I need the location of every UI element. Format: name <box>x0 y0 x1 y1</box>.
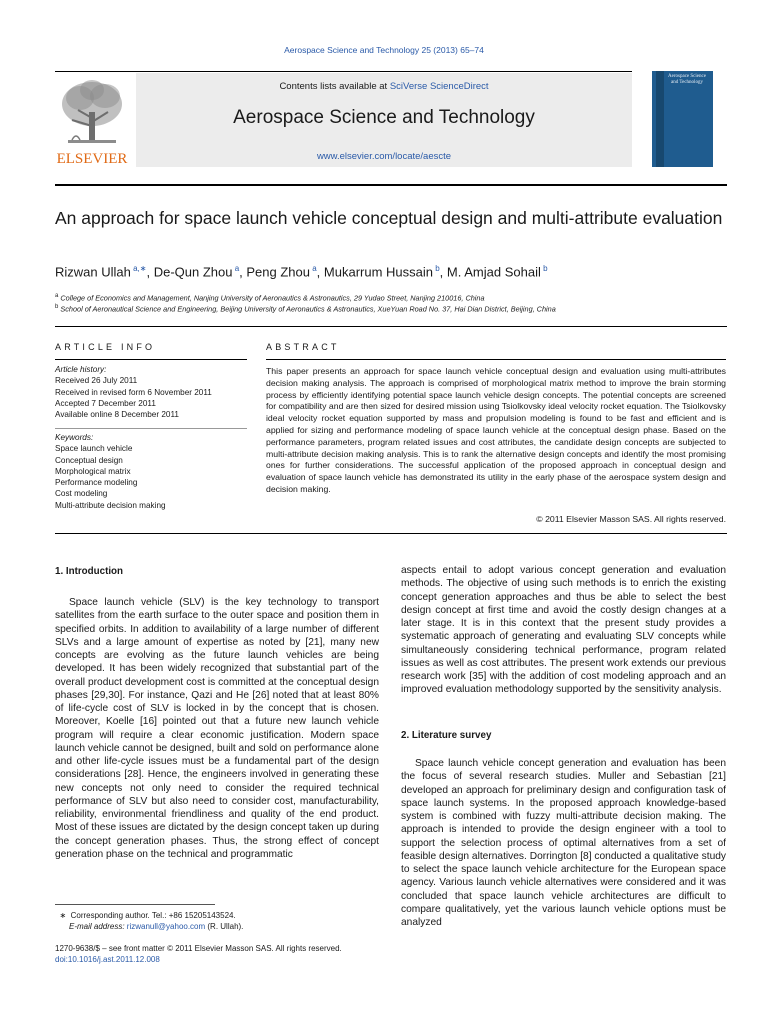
header-top-rule <box>55 71 632 72</box>
paragraph: Space launch vehicle (SLV) is the key technology to transport satellites from the earth surface to the outer space and position them in specified orbits. In addition to availability of a large number of different SLVs and a large amount of expertise as noted by [21], many new concepts are evolving as the future launch vehicles are being developed. It has been widely recognized that substantial part of the overall product development cost is committed at the conceptual design phases [29,30]. For instance, Qazi and He [26] noted that at least 80% of life-cycle cost of SLV is locked in by the concept that is chosen. Moreover, Koelle [16] pointed out that a future new launch vehicle program will require a clear economic justification. Modern space launch vehicle cannot be designed, built and sold on performance alone and other life-cycle issues must be a fundamental part of the design considerations [28]. Hence, the engineers involved in generating these new concepts not only need to consider the required technical performance of SLV but also need to consider cost, manufacturability, reliability, environmental friendliness and quality of the end product. Most of these issues are dictated by the design concept taken up during the concept generation phases. Thus, the strong effect of concept generation phase on the technical and programmatic <box>55 597 379 860</box>
abstract-heading: ABSTRACT <box>266 342 340 352</box>
journal-title: Aerospace Science and Technology <box>233 107 535 128</box>
corresponding-author-note: ∗ Corresponding author. Tel.: +86 15205143524. E-mail address: rizwanull@yahoo.com (R. Ullah). <box>55 911 244 931</box>
contents-line <box>136 81 632 92</box>
paper-title: An approach for space launch vehicle conceptual design and multi-attribute evaluation <box>55 208 723 228</box>
header-bottom-rule <box>55 184 727 186</box>
issn-line: 1270-9638/$ – see front matter © 2011 Elsevier Masson SAS. All rights reserved. <box>55 944 342 953</box>
cover-title: Aerospace Science and Technology <box>668 74 706 85</box>
abstract-bottom-rule <box>55 533 727 534</box>
section-2-body <box>401 757 726 929</box>
keywords-rule <box>55 428 247 429</box>
keyword: Morphological matrix <box>55 466 131 476</box>
article-info-heading: ARTICLE INFO <box>55 342 156 352</box>
affiliation-b: $^b$ School of Aeronautical Science and Engineering, Beijing University of Aeronautics & Astronautics, XueYuan Road No. 37, Hai Dian District, Beijing, China <box>55 304 556 314</box>
abstract-copyright: © 2011 Elsevier Masson SAS. All rights reserved. <box>536 514 726 524</box>
author-name[interactable]: De-Qun Zhou <box>153 264 233 280</box>
author-name[interactable]: M. Amjad Sohail <box>446 264 541 280</box>
journal-cover-image[interactable] <box>652 71 713 167</box>
affiliation-rule <box>55 326 727 327</box>
doi-link[interactable]: doi:10.1016/j.ast.2011.12.008 <box>55 955 160 964</box>
elsevier-wordmark: ELSEVIER <box>56 151 128 167</box>
abstract-rule <box>266 359 726 360</box>
author-name[interactable]: Rizwan Ullah <box>55 264 131 280</box>
email-link[interactable]: rizwanull@yahoo.com <box>126 922 206 931</box>
front-matter-note <box>55 943 455 965</box>
section-1-heading: 1. Introduction <box>55 566 124 577</box>
journal-reference[interactable]: Aerospace Science and Technology 25 (2013) 65–74 <box>284 45 484 55</box>
journal-homepage-link[interactable]: www.elsevier.com/locate/aescte <box>316 151 452 162</box>
keyword: Space launch vehicle <box>55 444 133 454</box>
article-history: Article history: Received 26 July 2011 Received in revised form 6 November 2011 Accepted 7 December 2011 Available online 8 December 2011 <box>55 365 212 420</box>
author-affiliation-marker[interactable]: a,∗ <box>130 264 147 273</box>
section-1-body <box>55 596 379 861</box>
paragraph: Space launch vehicle concept generation and evaluation has been the focus of several research studies. Muller and Sebastian [21] developed an approach for preliminary design and configuration task of space launch systems. In the proposed approach knowledge-based system is combined with fuzzy multi-attribute decision making. The approach is intended to provide the design engineer with a tool to support the selection process of optimal alternatives from a set of feasible design alternatives. Dorrington [8] conducted a qualitative study to select the space launch vehicle architecture for the European space agency. Various launch vehicle alternatives were considered and it was concluded that space launch vehicle architectures are difficult to compare qualitatively, yet the various launch vehicle options must be analyzed <box>401 758 726 928</box>
author-list: Rizwan Ullah $^{a,∗}$, De-Qun Zhou $^a$, Peng Zhou $^a$, Mukarrum Hussain $^b$, M. Amjad Sohail $^b$ <box>55 264 548 280</box>
asterisk-marker: ∗ <box>55 911 71 920</box>
keyword: Conceptual design <box>55 455 123 465</box>
author-name[interactable]: Peng Zhou <box>246 264 310 280</box>
author-affiliation-marker[interactable]: a <box>232 264 240 273</box>
author-name[interactable]: Mukarrum Hussain <box>323 264 433 280</box>
column-2-body <box>401 564 726 697</box>
info-rule <box>55 359 247 360</box>
author-affiliation-marker[interactable]: b <box>433 264 440 273</box>
footnote-rule <box>55 904 215 905</box>
keyword: Cost modeling <box>55 489 108 499</box>
section-2-heading: 2. Literature survey <box>401 730 492 741</box>
keyword: Multi-attribute decision making <box>55 500 166 510</box>
affiliation-a: $^a$ College of Economics and Management, Nanjing University of Aeronautics & Astronautics, 29 Yudao Street, Nanjing 210016, China <box>55 293 485 303</box>
abstract-text: This paper presents an approach for space launch vehicle conceptual design and evaluation using multi-attributes decision making analysis. The approach is comprised of morphological matrix method to improve the brain storming process by efficiently identifying potential space launch vehicle design concepts. The potential concepts are screened for compatibility and are then sized for desired mission using Tsiolkovsky ideal velocity rocket equation. The Tsiolkovsky ideal velocity rocket equation supported by mass and propulsion modeling is found to be fast and efficient and is applied for sizing and performance modeling of space launch vehicle at the conceptual design phase. Based on the performance parameters, program related issues and cost attributes, the candidate design concepts are subjected to multi-attribute decision making analysis. This is to rank the alternative design concepts and identify the most promising ones for further considerations. The successful application of the proposed approach in conceptual design and evaluation of space launch vehicle has demonstrated its utility in the early phase of the aerospace system design and decision making. <box>266 366 726 494</box>
cover-spine <box>656 71 664 167</box>
author-affiliation-marker[interactable]: b <box>540 264 548 273</box>
paragraph: aspects entail to adopt various concept generation and evaluation methods. The objective of using such methods is to enrich the existing concept generation approaches and thus be able to select the best design concept at first time and avoid the costly design changes at a later stage. It is in this context that the present study provides a systematic approach of generating and evaluating SLV concepts while simultaneously considering technical performance, program related issues as well as cost attributes. The present work extends our previous research work [35] with the addition of cost modeling approach and an improved evaluation methodology supported by the sensitivity analysis. <box>401 565 726 696</box>
keyword: Performance modeling <box>55 478 138 488</box>
author-affiliation-marker[interactable]: a <box>310 264 317 273</box>
keywords-list: Keywords: Space launch vehicle Conceptual design Morphological matrix Performance modeling Cost modeling Multi-attribute decision making <box>55 432 247 511</box>
elsevier-tree-logo <box>50 74 134 168</box>
sciencedirect-link[interactable]: SciVerse ScienceDirect <box>389 81 489 92</box>
contents-prefix: Contents lists available at <box>279 81 390 92</box>
